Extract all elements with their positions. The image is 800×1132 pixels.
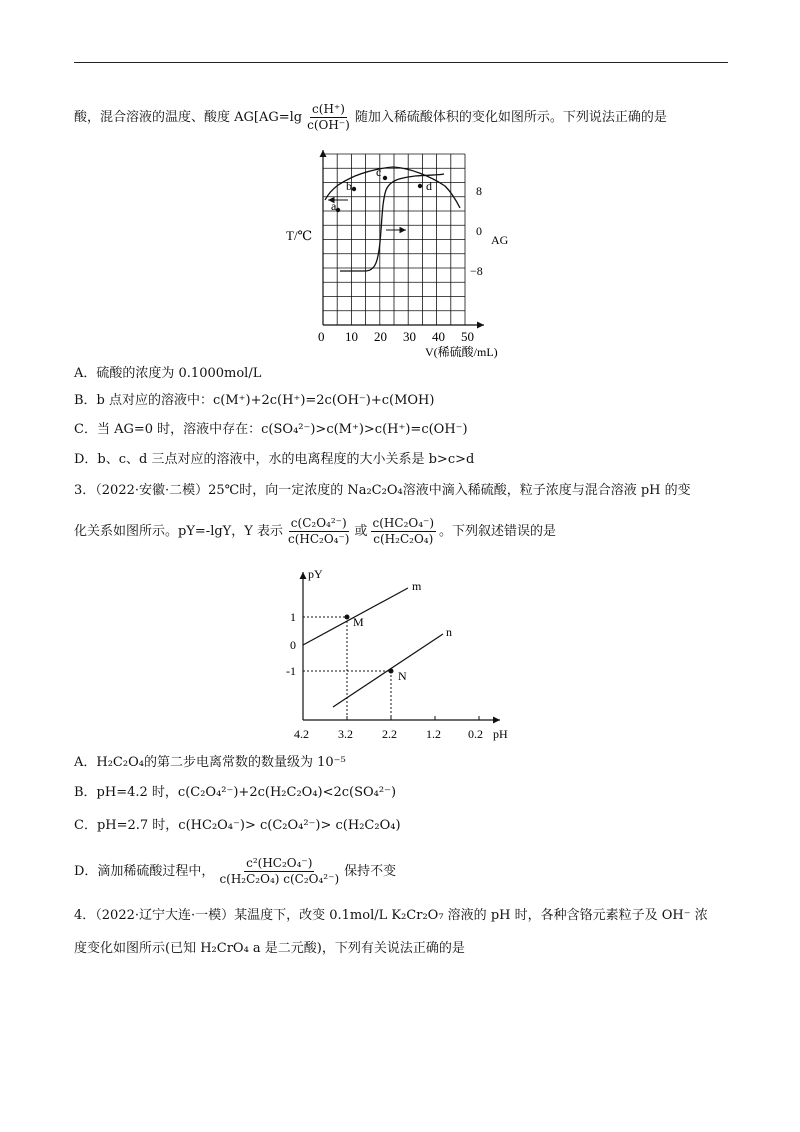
y-fraction-1 — [286, 516, 352, 547]
point-M — [345, 615, 350, 620]
x-tick: 50 — [461, 329, 474, 344]
ag-axis-label: AG — [491, 233, 509, 247]
frac1-num: c(C₂O₄²⁻) — [290, 516, 347, 530]
q2-option-d: D．b、c、d 三点对应的溶液中，水的电离程度的大小关系是 b>c>d — [74, 452, 475, 467]
q2-option-a: A．硫酸的浓度为 0.1000mol/L — [74, 366, 262, 381]
q2-x-ticks — [318, 329, 474, 344]
x-tick: 40 — [432, 329, 445, 344]
frac1-den: c(HC₂O₄⁻) — [287, 532, 350, 546]
x-tick-4.2: 4.2 — [294, 727, 309, 741]
label-d: d — [426, 179, 432, 193]
x-tick: 30 — [403, 329, 416, 344]
q2-intro — [74, 102, 667, 133]
q2-intro-text-post: 随加入稀硫酸体积的变化如图所示。下列说法正确的是 — [354, 110, 667, 125]
label-N: N — [398, 669, 407, 683]
q3-option-c: C．pH=2.7 时，c(HC₂O₄⁻)> c(C₂O₄²⁻)> c(H₂C₂O₄) — [74, 818, 401, 833]
frac2-num: c(HC₂O₄⁻) — [372, 516, 435, 530]
point-b — [352, 187, 356, 191]
q2-option-c: C．当 AG=0 时，溶液中存在：c(SO₄²⁻)>c(M⁺)>c(H⁺)=c(OH⁻) — [74, 422, 468, 437]
q3-option-b: B．pH=4.2 时，c(C₂O₄²⁻)+2c(H₂C₂O₄)<2c(SO₄²⁻) — [74, 785, 397, 800]
label-M: M — [353, 615, 364, 629]
point-d — [418, 184, 422, 188]
x-tick: 0 — [318, 329, 325, 344]
or-text: 或 — [354, 524, 368, 539]
ag-tick-neg8: −8 — [470, 264, 483, 278]
q3-y-label: pY — [308, 567, 323, 581]
q3-option-a: A．H₂C₂O₄的第二步电离常数的数量级为 10⁻⁵ — [74, 755, 346, 770]
frac2-den: c(H₂C₂O₄) — [373, 532, 434, 546]
y-tick-neg1: -1 — [286, 664, 296, 678]
q3-option-d-text: D．滴加稀硫酸过程中， — [74, 864, 215, 879]
q3-option-d — [74, 856, 396, 887]
q2-figure — [270, 142, 530, 362]
x-tick-0.2: 0.2 — [468, 727, 483, 741]
point-c — [383, 176, 387, 180]
q3-line2-text: 化关系如图所示。pY=-lgY，Y 表示 — [74, 524, 283, 539]
q3-line2-post: 。下列叙述错误的是 — [439, 524, 557, 539]
q3-x-label: pH — [493, 727, 508, 741]
q2-x-label: V(稀硫酸/mL) — [425, 345, 498, 359]
x-tick-2.2: 2.2 — [382, 727, 397, 741]
point-N — [389, 669, 394, 674]
ag-fraction — [305, 102, 352, 133]
ag-tick-0: 0 — [476, 224, 482, 238]
x-tick: 10 — [345, 329, 358, 344]
x-tick-3.2: 3.2 — [338, 727, 353, 741]
t-axis-label: T/℃ — [286, 228, 313, 243]
q4-line2: 度变化如图所示(已知 H₂CrO₄ a 是二元酸)，下列有关说法正确的是 — [74, 941, 465, 956]
ag-frac-num: c(H⁺) — [312, 102, 345, 116]
label-c: c — [376, 165, 382, 179]
d-fraction — [217, 856, 341, 887]
label-m: m — [412, 579, 422, 593]
y-fraction-2 — [371, 516, 437, 547]
q2-intro-text: 酸，混合溶液的温度、酸度 AG[AG=lg — [74, 110, 303, 125]
q2-grid — [323, 154, 465, 325]
q3-option-d-post: 保持不变 — [344, 864, 397, 879]
q3-line1: 3．（2022·安徽·二模）25℃时，向一定浓度的 Na₂C₂O₄溶液中滴入稀硫酸，粒子浓度与混合溶液 pH 的变 — [74, 483, 691, 498]
q2-option-b: B．b 点对应的溶液中：c(M⁺)+2c(H⁺)=2c(OH⁻)+c(MOH) — [74, 393, 435, 408]
x-tick-1.2: 1.2 — [426, 727, 441, 741]
d-frac-num: c²(HC₂O₄⁻) — [246, 856, 313, 870]
y-tick-0: 0 — [290, 638, 296, 652]
d-frac-den: c(H₂C₂O₄) c(C₂O₄²⁻) — [219, 872, 340, 886]
q4-line1: 4．（2022·辽宁大连·一模）某温度下，改变 0.1mol/L K₂Cr₂O₇ 溶液的 pH 时，各种含铬元素粒子及 OH⁻ 浓 — [74, 908, 708, 923]
label-n: n — [446, 625, 452, 639]
q3-line2 — [74, 516, 556, 547]
label-b: b — [346, 179, 352, 193]
ag-frac-den: c(OH⁻) — [307, 118, 350, 132]
ag-tick-8: 8 — [476, 184, 482, 198]
header-rule — [74, 62, 728, 63]
point-a — [336, 208, 340, 212]
q3-figure — [278, 564, 518, 749]
label-a: a — [331, 199, 337, 213]
x-tick: 20 — [374, 329, 387, 344]
y-tick-1: 1 — [290, 610, 296, 624]
